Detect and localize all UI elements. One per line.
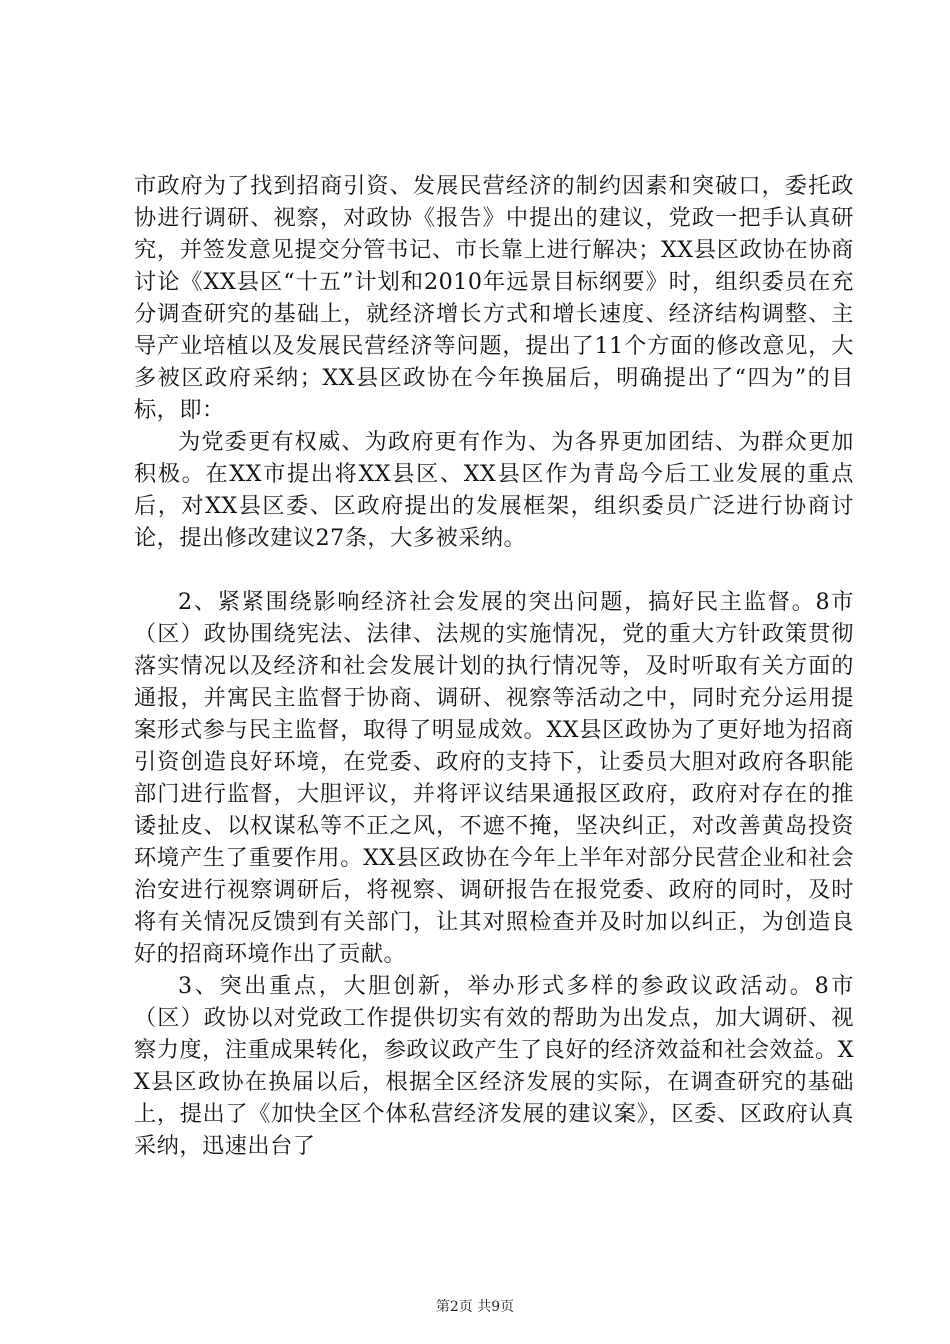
paragraph-1: 市政府为了找到招商引资、发展民营经济的制约因素和突破口，委托政协进行调研、视察，对政协《报告》中提出的建议，党政一把手认真研究，并签发意见提交分管书记、市长靠上进行解决；XX县区政协在协商讨论《XX县区“十五”计划和2010年远景目标纲要》时，组织委员在充分调查研究的基础上，就经济增长方式和增长速度、经济结构调整、主导产业培植以及发展民营经济等问题，提出了11个方面的修改意见，大多被区政府采纳；XX县区政协在今年换届后，明确提出了“四为”的目标，即： (134, 173, 854, 423)
paragraph-3: 2、紧紧围绕影响经济社会发展的突出问题，搞好民主监督。8市（区）政协围绕宪法、法律、法规的实施情况，党的重大方针政策贯彻落实情况以及经济和社会发展计划的执行情况等，及时听取有关方面的通报，并寓民主监督于协商、调研、视察等活动之中，同时充分运用提案形式参与民主监督，取得了明显成效。XX县区政协为了更好地为招商引资创造良好环境，在党委、政府的支持下，让委员大胆对政府各职能部门进行监督，大胆评议，并将评议结果通报区政府，政府对存在的推诿扯皮、以权谋私等不正之风，不遮不掩，坚决纠正，对改善黄岛投资环境产生了重要作用。XX县区政协在今年上半年对部分民营企业和社会治安进行视察调研后，将视察、调研报告在报党委、政府的同时，及时将有关情况反馈到有关部门，让其对照检查并及时加以纠正，为创造良好的招商环境作出了贡献。 (134, 589, 854, 967)
paragraph-2: 为党委更有权威、为政府更有作为、为各界更加团结、为群众更加积极。在XX市提出将XX县区、XX县区作为青岛今后工业发展的重点后，对XX县区委、区政府提出的发展框架，组织委员广泛进行协商讨论，提出修改建议27条，大多被采纳。 (134, 429, 854, 551)
paragraph-4: 3、突出重点，大胆创新，举办形式多样的参政议政活动。8市（区）政协以对党政工作提供切实有效的帮助为出发点，加大调研、视察力度，注重成果转化，参政议政产生了良好的经济效益和社会效益。XX县区政协在换届以后，根据全区经济发展的实际，在调查研究的基础上，提出了《加快全区个体私营经济发展的建议案》，区委、区政府认真采纳，迅速出台了 (134, 973, 854, 1159)
document-body (134, 170, 854, 1162)
page-number-footer: 第2页 共9页 (435, 1299, 515, 1315)
